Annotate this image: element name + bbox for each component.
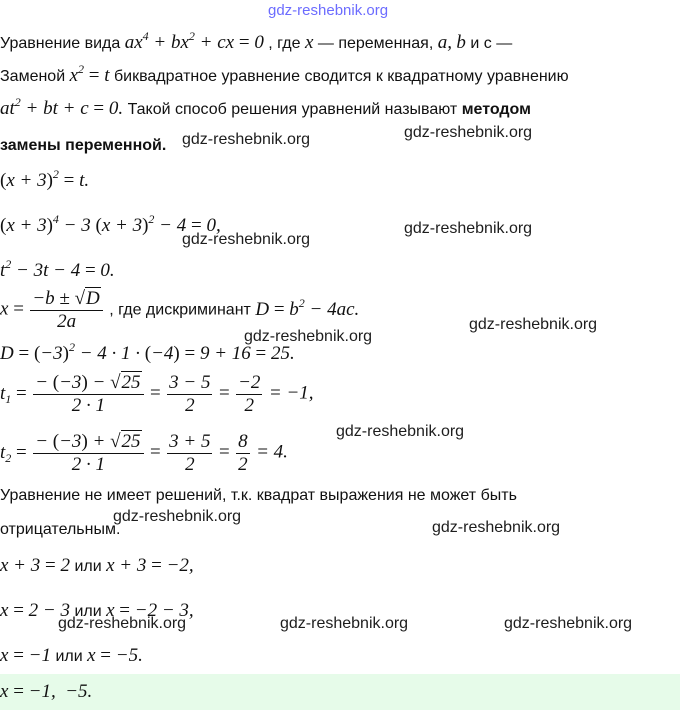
t1-fraction-1: $\frac{- (-3) - √25}{2 \cdot 1}$ — [33, 372, 143, 417]
t1-result: = −1, — [268, 382, 314, 404]
watermark-top: gdz-reshebnik.org — [268, 2, 389, 19]
or-text-2: или — [74, 603, 102, 620]
t2-fraction-2: $\frac{3 + 5}{2}$ — [169, 431, 211, 475]
root-t2: $t_2$ = $\frac{- (-3) + √25}{2 \cdot 1}$ = $\frac{3 + 5}{2}$ = $\frac{8}{2}$ = 4. — [0, 431, 288, 475]
answer-text: x = −1, −5. — [0, 681, 93, 702]
intro-text: Уравнение вида — [0, 35, 121, 52]
quartic-expression: $ax^4 + bx^2$ + cx = 0 — [124, 29, 264, 53]
variable-text: — переменная, — [317, 35, 434, 52]
or-text-3: или — [55, 648, 83, 665]
and-text: и — [470, 35, 480, 52]
intro-line-1 — [0, 29, 513, 55]
no-solution-line-2: отрицательным. — [0, 521, 121, 538]
where-text: , где — [268, 35, 301, 52]
watermark: gdz-reshebnik.org — [336, 423, 465, 440]
substitution-expression: $x^2 = t$ — [69, 62, 110, 86]
watermark: gdz-reshebnik.org — [182, 231, 311, 248]
t2-result: = 4. — [256, 441, 288, 463]
discriminant-text: , где дискриминант — [109, 301, 251, 319]
formula-fraction: $\frac{-b \pm √D}{2a}$ — [30, 288, 102, 333]
quadratic-formula: x = $\frac{-b \pm √D}{2a}$ , где дискриминант $D = b^2 - 4ac$. — [0, 288, 360, 332]
reduction-text: биквадратное уравнение сводится к квадратному уравнению — [113, 68, 569, 85]
t1-fraction-2: $\frac{3 - 5}{2}$ — [169, 372, 211, 416]
coef-b: b — [456, 32, 466, 53]
watermark: gdz-reshebnik.org — [244, 328, 373, 345]
watermark: gdz-reshebnik.org — [404, 124, 533, 141]
t2-fraction-1: $\frac{- (-3) + √25}{2 \cdot 1}$ — [33, 431, 143, 476]
watermark: gdz-reshebnik.org — [58, 615, 187, 632]
or-text-1: или — [74, 558, 102, 575]
watermark: gdz-reshebnik.org — [404, 220, 533, 237]
original-equation: $(x + 3)^4 - 3$ $(x + 3)^2 - 4 = 0$, — [0, 212, 221, 236]
quadratic-equation: $t^2 - 3t - 4 = 0$. — [0, 257, 115, 281]
watermark: gdz-reshebnik.org — [504, 615, 633, 632]
t1-fraction-3: $\frac{-2}{2}$ — [238, 372, 261, 416]
method-name-part-1: методом — [461, 101, 531, 118]
substitution-text: Заменой — [0, 68, 66, 85]
linear-equations-2: x = 2 − 3 или x = −2 − 3, — [0, 600, 194, 621]
watermark: gdz-reshebnik.org — [280, 615, 409, 632]
watermark: gdz-reshebnik.org — [469, 316, 598, 333]
intro-line-2 — [0, 62, 569, 88]
watermark: gdz-reshebnik.org — [432, 519, 561, 536]
coef-a: a, — [437, 32, 452, 53]
intro-line-4 — [0, 135, 166, 157]
coef-c: c — [483, 35, 492, 52]
watermark: gdz-reshebnik.org — [182, 131, 311, 148]
method-name-part-2: замены переменной. — [0, 137, 167, 154]
linear-equations-3: x = −1 или x = −5. — [0, 645, 143, 666]
quadratic-expression: $at^2$ + bt + c = 0. — [0, 95, 124, 119]
linear-equations-1: x + 3 = 2 или x + 3 = −2, — [0, 555, 194, 576]
watermark: gdz-reshebnik.org — [113, 508, 242, 525]
method-text: Такой способ решения уравнений называют — [127, 101, 458, 118]
root-t1: $t_1$ = $\frac{- (-3) - √25}{2 \cdot 1}$ = $\frac{3 - 5}{2}$ = $\frac{-2}{2}$ = −1, — [0, 372, 314, 416]
substitution-equation: $(x + 3)^2 = t$. — [0, 167, 90, 191]
t2-fraction-3: $\frac{8}{2}$ — [238, 431, 248, 475]
discriminant-calculation: $D = (-3)^2 - 4 \cdot 1 \cdot (-4) = 9 + 16 = 25$. — [0, 340, 295, 364]
intro-line-3 — [0, 95, 531, 121]
no-solution-line-1: Уравнение не имеет решений, т.к. квадрат выражения не может быть — [0, 487, 517, 504]
variable-x: x — [304, 32, 314, 53]
answer-box — [0, 674, 680, 710]
discriminant-formula: $D = b^2 - 4ac$. — [255, 295, 360, 320]
dash-text: — — [496, 35, 513, 52]
